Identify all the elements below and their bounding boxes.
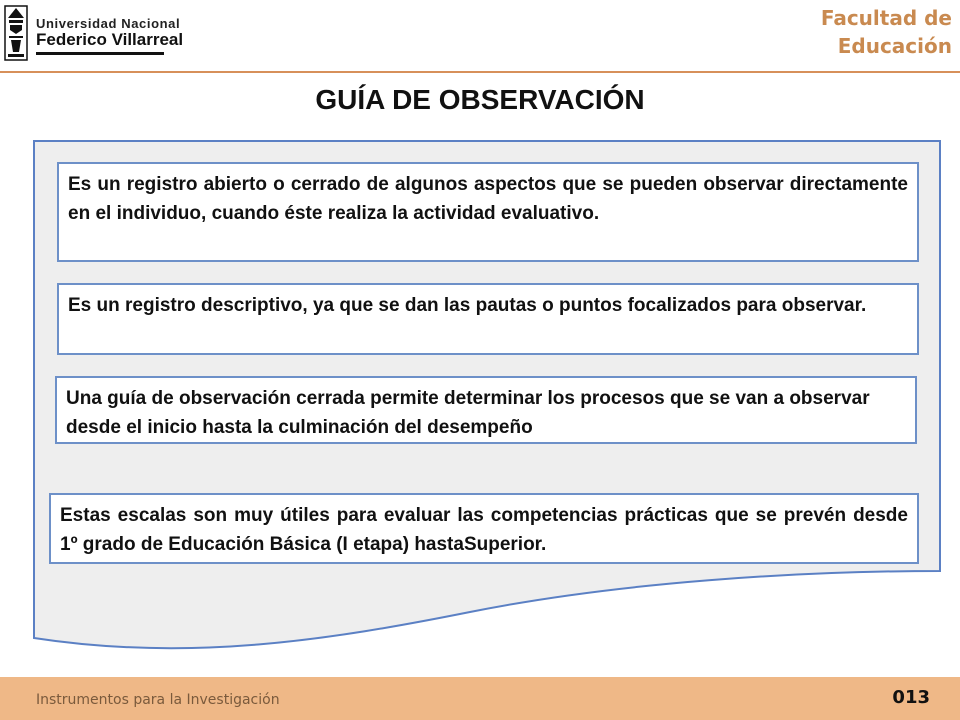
logo-text-villarreal: Federico Villarreal	[36, 30, 184, 49]
faculty-line-1: Facultad de	[820, 6, 952, 30]
page-title: GUÍA DE OBSERVACIÓN	[315, 84, 645, 115]
logo-text-universidad: Universidad Nacional	[36, 16, 181, 31]
footer-bar	[0, 677, 960, 720]
definition-box-4: Estas escalas son muy útiles para evaluar las competencias prácticas que se prevén desde 1º grado de Educación Básica (I etapa) hastaSuperior.	[49, 493, 919, 564]
definition-box-2: Es un registro descriptivo, ya que se dan las pautas o puntos focalizados para observar.	[57, 283, 919, 355]
faculty-line-2: Educación	[837, 34, 952, 58]
definition-box-3: Una guía de observación cerrada permite determinar los procesos que se van a observar desde el inicio hasta la culminación del desempeño	[55, 376, 917, 444]
footer-page-number: 013	[892, 687, 930, 708]
footer-course-title: Instrumentos para la Investigación	[36, 692, 280, 708]
definition-box-1: Es un registro abierto o cerrado de algunos aspectos que se pueden observar directamente en el individuo, cuando éste realiza la actividad evaluativo.	[57, 162, 919, 262]
